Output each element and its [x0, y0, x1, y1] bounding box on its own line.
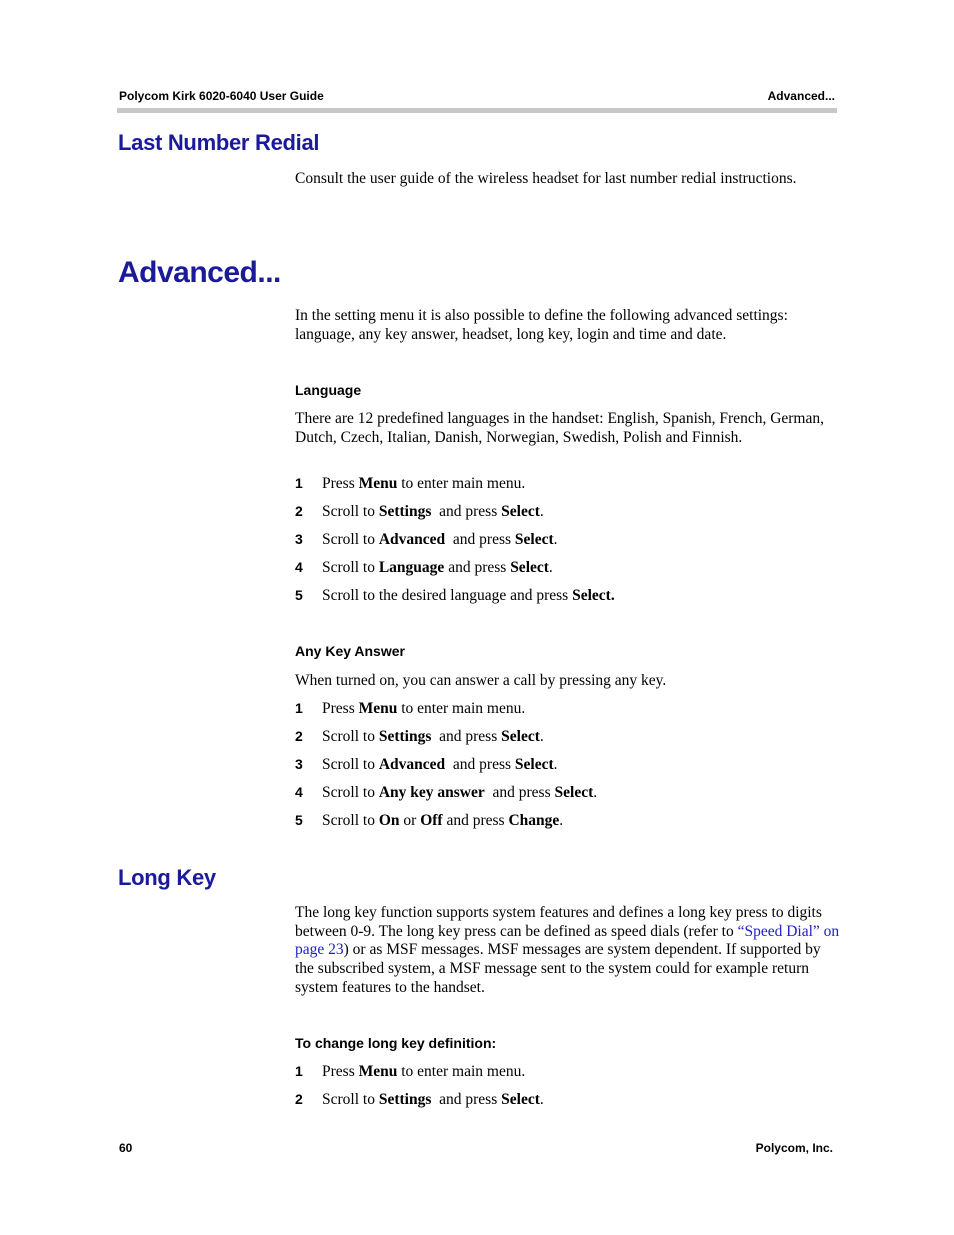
step-text: Press Menu to enter main menu.	[322, 1063, 526, 1080]
step-number: 2	[295, 728, 303, 744]
step-number: 4	[295, 784, 303, 800]
step-number: 3	[295, 756, 303, 772]
language-text: There are 12 predefined languages in the handset: English, Spanish, French, German, Dutch, Czech, Italian, Danish, Norwegian, Swedish, Polish and Finnish.	[295, 410, 824, 446]
subsection-title-language: Language	[295, 382, 362, 398]
step-text: Scroll to the desired language and press Select.	[322, 587, 615, 604]
step-number: 5	[295, 587, 303, 603]
section-title-last-number-redial: Last Number Redial	[118, 130, 320, 155]
step-text: Press Menu to enter main menu.	[322, 475, 526, 492]
step-text: Scroll to On or Off and press Change.	[322, 812, 564, 829]
step-text: Scroll to Settings and press Select.	[322, 503, 544, 520]
step-text: Scroll to Any key answer and press Select.	[322, 784, 598, 801]
step-text: Scroll to Language and press Select.	[322, 559, 553, 576]
running-header-title: Polycom Kirk 6020-6040 User Guide	[119, 89, 324, 103]
section-title-long-key: Long Key	[118, 865, 216, 890]
step-text: Scroll to Advanced and press Select.	[322, 531, 558, 548]
step-number: 1	[295, 1063, 303, 1079]
step-number: 1	[295, 475, 303, 491]
running-header-section: Advanced...	[767, 89, 835, 103]
section-title-advanced: Advanced...	[118, 256, 281, 289]
footer-company: Polycom, Inc.	[755, 1141, 833, 1155]
step-number: 3	[295, 531, 303, 547]
last-number-redial-text: Consult the user guide of the wireless headset for last number redial instructions.	[295, 170, 797, 187]
step-number: 2	[295, 503, 303, 519]
step-number: 1	[295, 700, 303, 716]
long-key-text: The long key function supports system features and defines a long key press to digits between 0-9. The long key press can be defined as speed dials (refer to “Speed Dial” on page 23) or as MSF messages. MSF messages are system dependent. If supported by the subscribed system, a MSF message sent to the system could for example return system features to the handset.	[295, 904, 840, 996]
step-text: Scroll to Settings and press Select.	[322, 1091, 544, 1108]
page-number: 60	[119, 1141, 133, 1155]
speed-dial-link[interactable]: “Speed Dial” on page 23	[295, 922, 840, 959]
step-text: Press Menu to enter main menu.	[322, 700, 526, 717]
step-number: 5	[295, 812, 303, 828]
subsection-title-any-key-answer: Any Key Answer	[295, 643, 405, 659]
step-number: 4	[295, 559, 303, 575]
step-text: Scroll to Advanced and press Select.	[322, 756, 558, 773]
step-text: Scroll to Settings and press Select.	[322, 728, 544, 745]
advanced-intro-text: In the setting menu it is also possible to define the following advanced settings: language, any key answer, headset, long key, login and time and date.	[295, 307, 788, 343]
any-key-answer-text: When turned on, you can answer a call by pressing any key.	[295, 672, 667, 689]
header-rule	[117, 108, 837, 113]
step-number: 2	[295, 1091, 303, 1107]
subsection-title-change-long-key: To change long key definition:	[295, 1035, 497, 1051]
